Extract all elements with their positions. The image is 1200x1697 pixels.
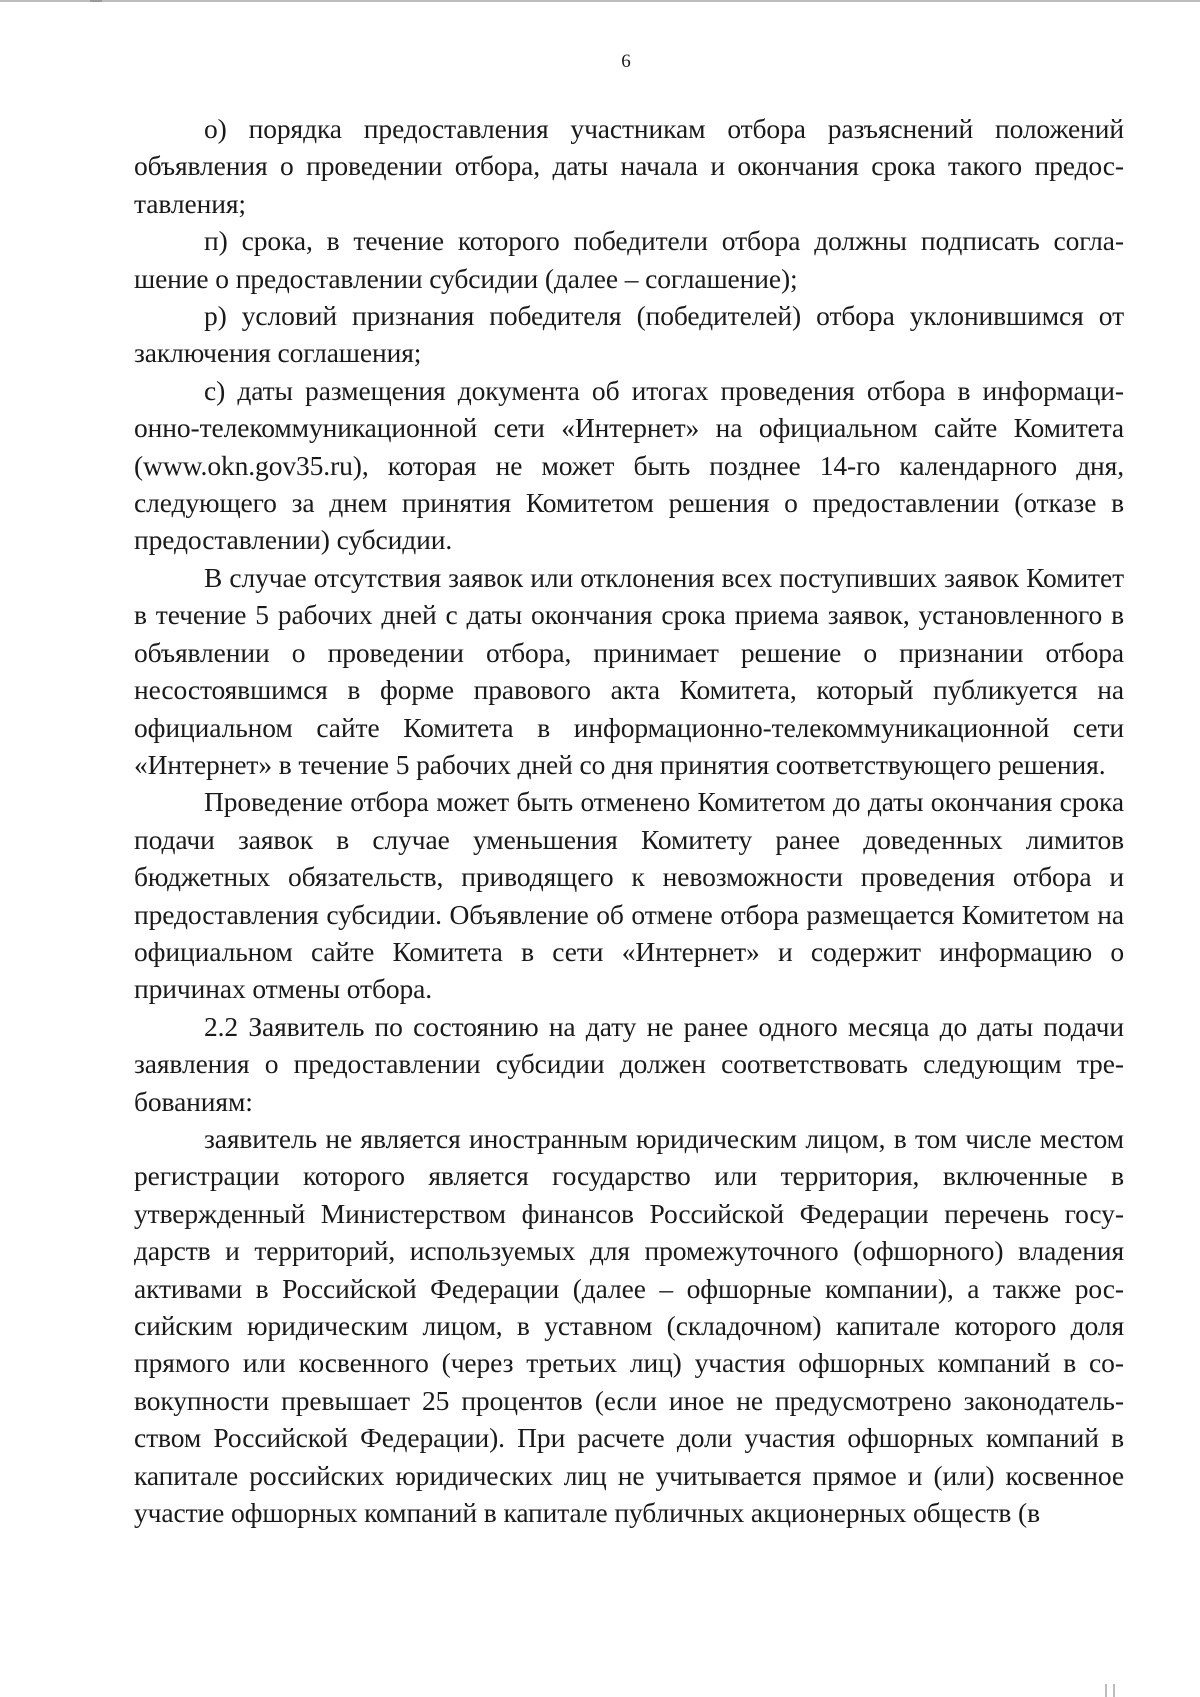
paragraph-selection-cancellation: Проведение отбора может быть отменено Комитетом до даты окончания срока подачи заявок в случае уменьшения Комитету ранее доведенных лимитов бюджетных обязательств, приводящего к невозможности проведения отбора и предоставления субсидии. Объявление об отмене отбора размещается Комитетом на официальном сайте Комитета в сети «Интернет» и содержит информацию о причинах отмены отбора. xyxy=(134,786,1124,1005)
paragraph-item-p: п) срока, в течение которого победители отбора должны подписать соглашение о предоставлении субсидии (далее – соглашение); xyxy=(134,225,1124,294)
page-number: 6 xyxy=(621,51,631,72)
paragraph-item-o: о) порядка предоставления участникам отбора разъяснений положений объявления о проведении отбора, даты начала и окончания срока такого предоставления; xyxy=(134,113,1124,219)
paragraph-no-applications: В случае отсутствия заявок или отклонения всех поступивших заявок Комитет в течение 5 рабочих дней с даты окончания срока приема заявок, установленного в объявлении о проведении отбора, принимает решение о признании отбора несостоявшимся в форме правового акта Комитета, который публикуется на официальном сайте Комитета в информационно-телекоммуникационной сети «Интернет» в течение 5 рабочих дней со дня принятия соответствующего решения. xyxy=(134,561,1124,780)
scan-edge-mark xyxy=(0,0,1200,2)
document-body xyxy=(134,110,1124,1531)
scan-bottom-mark xyxy=(1113,1684,1115,1697)
paragraph-item-r: р) условий признания победителя (победителей) отбора уклонившимся от заключения соглашения; xyxy=(134,300,1124,369)
paragraph-section-2-2: 2.2 Заявитель по состоянию на дату не ранее одного месяца до даты подачи заявления о предоставлении субсидии должен соответствовать следующим требованиям: xyxy=(134,1010,1124,1117)
scan-corner-mark xyxy=(90,0,102,2)
paragraph-offshore-requirement: заявитель не является иностранным юридическим лицом, в том числе местом регистрации которого является государство или территория, включенные в утвержденный Министерством финансов Российской Федерации перечень государств и территорий, используемых для промежуточного (офшорного) владения активами в Российской Федерации (далее – офшорные компании), а также российским юридическим лицом, в уставном (складочном) капитале которого доля прямого или косвенного (через третьих лиц) участия офшорных компаний в совокупности превышает 25 процентов (если иное не предусмотрено законодательством Российской Федерации). При расчете доли участия офшорных компаний в капитале российских юридических лиц не учитывается прямое и (или) косвенное участие офшорных компаний в капитале публичных акционерных обществ (в xyxy=(134,1122,1124,1529)
scan-bottom-mark xyxy=(1105,1684,1107,1697)
paragraph-item-s: с) даты размещения документа об итогах проведения отбора в информационно-телекоммуникационной сети «Интернет» на официальном сайте Комитета (www.okn.gov35.ru), которая не может быть позднее 14-го календарного дня, следующего за днем принятия Комитетом решения о предоставлении (отказе в предоставлении) субсидии. xyxy=(134,374,1124,556)
